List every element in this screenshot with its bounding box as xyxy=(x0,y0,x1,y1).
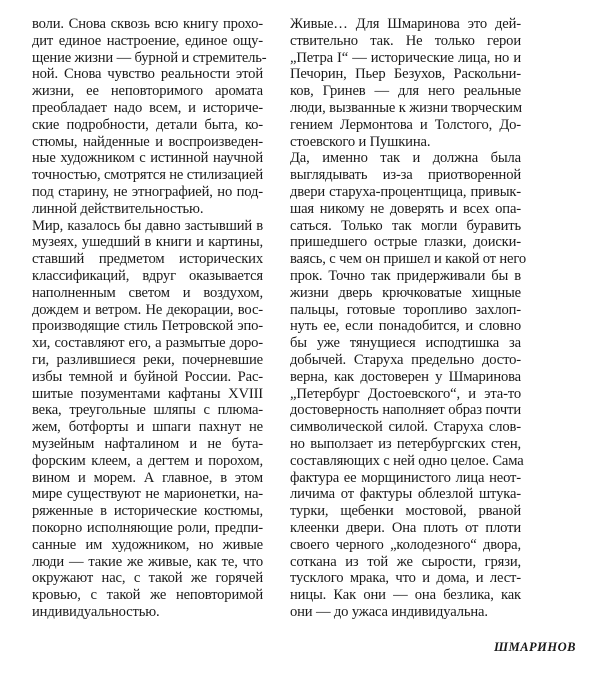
text-line: форским клеем, а дегтем и порохом, xyxy=(32,452,263,469)
text-line: жем, ботфорты и шпаги пахнут не xyxy=(32,419,263,436)
text-line: бы уже тянущиеся исподтишка за xyxy=(290,335,521,352)
text-line: своего черного „колодезного“ двора, xyxy=(290,536,521,553)
text-line: пришедшего острые глазки, доиски- xyxy=(290,234,521,251)
paragraph xyxy=(290,150,527,620)
text-line: музеях, ушедший в книги и картины, xyxy=(32,234,263,251)
text-line: прок. Точно так придерживали бы в xyxy=(290,267,521,284)
text-line: добычей. Старуха предельно досто- xyxy=(290,351,521,368)
paragraph xyxy=(32,16,267,218)
text-line: дождем и ветром. Не декорации, вос- xyxy=(32,301,263,318)
text-line: соткана из той же сырости, грязи, xyxy=(290,553,521,570)
text-line: дит единое настроение, единое ощу- xyxy=(32,32,263,49)
text-line: ков, Гринев — для него реальные xyxy=(290,83,521,100)
text-line: избы темной и буйной России. Рас- xyxy=(32,368,263,385)
text-line: ваясь, с чем он пришел и какой от него xyxy=(290,251,527,268)
text-line: точностью, смотрятся не стилизацией xyxy=(32,167,263,184)
text-column-right xyxy=(290,16,527,621)
text-line: „Петербург Достоевского“, и эта-то xyxy=(290,385,521,402)
text-line: ги, разлившиеся реки, почерневшие xyxy=(32,351,263,368)
text-line: двери старуха-процентщица, привык- xyxy=(290,183,521,200)
text-line: шая никому не доверять и всех опа- xyxy=(290,200,521,217)
text-line: ствительно так. Не только герои xyxy=(290,32,521,49)
text-line: вином и морем. А главное, в этом xyxy=(32,469,263,486)
text-line: символической силой. Старуха слов- xyxy=(290,419,521,436)
text-column-left xyxy=(32,16,267,621)
text-line: жизни дверь крючковатые хищные xyxy=(290,284,521,301)
text-line: достоверность наполняет образ почти xyxy=(290,402,521,419)
text-line: покорно исполняющие роли, предпи- xyxy=(32,519,263,536)
text-line: они — до ужаса индивидуальна. xyxy=(290,603,488,620)
text-line: выглядывать из-за приотворенной xyxy=(290,167,521,184)
text-line: саться. Только так могли буравить xyxy=(290,217,521,234)
text-line: Мир, казалось бы давно застывший в xyxy=(32,217,263,234)
paragraph xyxy=(32,218,263,621)
text-line: личима от фактуры облезлой штука- xyxy=(290,486,521,503)
text-line: стоевского и Пушкина. xyxy=(290,133,431,150)
text-line: линной действительностью. xyxy=(32,200,204,217)
text-line: санные им художником, но живые xyxy=(32,536,263,553)
text-line: века, треугольные шляпы с плюма- xyxy=(32,402,263,419)
text-line: но выползает из петербургских стен, xyxy=(290,435,521,452)
text-line: ницы. Как они — она безлика, как xyxy=(290,587,521,604)
text-line: клеенки двери. Она плоть от плоти xyxy=(290,519,521,536)
text-line: „Петра I“ — исторические лица, но и xyxy=(290,49,521,66)
text-line: ские подробности, детали быта, ко- xyxy=(32,116,263,133)
text-line: воли. Снова сквозь всю книгу прохо- xyxy=(32,16,263,32)
text-line: тусклого мрака, что и дома, и лест- xyxy=(290,570,521,587)
text-line: ные художником с истинной научной xyxy=(32,150,263,167)
text-line: люди, вызванные к жизни творческим xyxy=(290,99,522,116)
paragraph xyxy=(290,16,521,150)
text-line: преобладает надо всем, и историче- xyxy=(32,99,263,116)
text-line: жизни, ее неповторимого аромата xyxy=(32,83,263,100)
text-line: люди — такие же живые, как те, что xyxy=(32,553,263,570)
artist-signature: ШМАРИНОВ xyxy=(494,640,576,654)
text-line: классификаций, вдруг оказывается xyxy=(32,267,263,284)
text-line: под старину, не этнографией, но под- xyxy=(32,183,263,200)
text-line: Живые… Для Шмаринова это дей- xyxy=(290,16,521,32)
text-line: производящие стиль Петровской эпо- xyxy=(32,318,263,335)
text-line: индивидуальностью. xyxy=(32,603,160,620)
text-line: наполненным светом и воздухом, xyxy=(32,284,263,301)
text-line: ной. Снова чувство реальности этой xyxy=(32,66,263,83)
text-line: ряженные в исторические костюмы, xyxy=(32,503,263,520)
text-line: нуть ее, если понадобится, и словно xyxy=(290,318,521,335)
text-line: турки, щебенки мостовой, рваной xyxy=(290,503,521,520)
text-line: Печорин, Пьер Безухов, Раскольни- xyxy=(290,66,521,83)
text-line: кровью, с такой же неповторимой xyxy=(32,587,263,604)
text-line: музейным нафталином и не бута- xyxy=(32,435,263,452)
text-line: фактура ее морщинистого лица неот- xyxy=(290,469,521,486)
text-line: щение жизни — бурной и стремитель- xyxy=(32,49,267,66)
text-line: окружают нас, с такой же горячей xyxy=(32,570,263,587)
text-line: хи, составляют его, а размытые доро- xyxy=(32,335,263,352)
text-line: шитые позументами кафтаны XVIII xyxy=(32,385,263,402)
text-line: ставший предметом исторических xyxy=(32,251,263,268)
text-line: составляющих с ней одно целое. Сама xyxy=(290,452,524,469)
text-line: гением Лермонтова и Толстого, До- xyxy=(290,116,521,133)
text-line: верна, как достоверен у Шмаринова xyxy=(290,368,521,385)
text-line: мире существуют не марионетки, на- xyxy=(32,486,263,503)
text-line: Да, именно так и должна была xyxy=(290,150,521,167)
text-line: стюмы, найденные и воспроизведен- xyxy=(32,133,263,150)
text-line: пальцы, готовые торопливо захлоп- xyxy=(290,301,521,318)
